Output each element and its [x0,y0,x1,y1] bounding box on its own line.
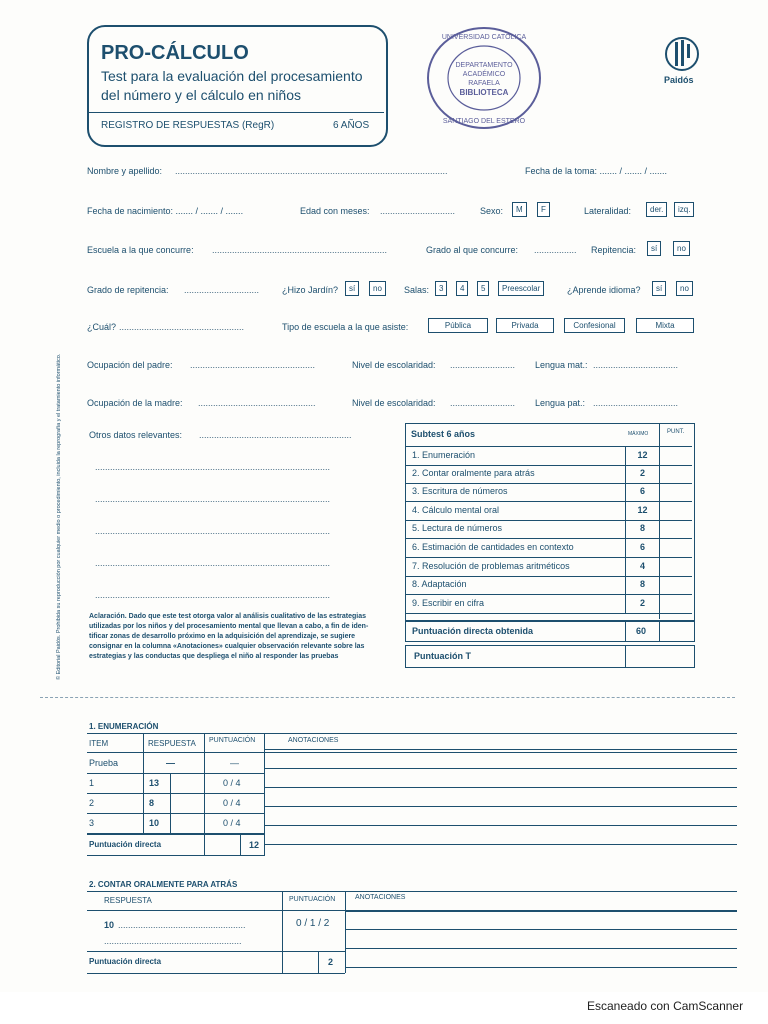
subtest-header: Subtest 6 años [411,429,476,439]
s1-note-line-6[interactable] [264,844,737,845]
clarification-line-4: consignar en la columna «Anotaciones» cualquier observación relevante sobre las [89,643,365,650]
s1-row-score[interactable]: 0 / 4 [223,778,241,788]
subtest-max: 8 [639,523,645,534]
subtest-row [406,465,692,484]
language-label: ¿Aprende idioma? [567,285,641,295]
subtest-label: 6. Estimación de cantidades en contexto [412,542,574,552]
clarification-line-3: tificar zonas de desarrollo próximo en la adquisición del aprendizaje, se sugiere [89,633,356,640]
father-tongue-field[interactable]: .................................. [593,398,679,408]
s2-response-field-1[interactable]: ................................................... [118,920,246,930]
subtest-label: 3. Escritura de números [412,486,508,497]
subtest-label: 1. Enumeración [412,450,476,460]
father-schooling-label: Nivel de escolaridad: [352,360,436,370]
perforation-line [40,697,735,698]
s2-vline-2 [345,891,346,973]
s1-col-score: PUNTUACIÓN [209,737,256,744]
s2-direct-bottom [87,973,345,974]
subtest-col-score: PUNT. [667,429,685,435]
birth-label[interactable]: Fecha de nacimiento: ....... / ....... / ....... [87,206,244,216]
s1-col-notes: ANOTACIONES [288,737,339,744]
s1-row-response: — [166,758,175,768]
school-field[interactable]: ...................................................................... [212,245,388,255]
direct-score-label: Puntuación directa obtenida [412,626,534,636]
s2-direct-max: 2 [328,957,334,967]
s2-col-score: PUNTUACIÓN [289,896,336,903]
s2-row-score[interactable]: 0 / 1 / 2 [296,918,330,929]
other-data-line-3[interactable]: .............................................................................................. [95,494,331,504]
mother-schooling-field[interactable]: .......................... [450,398,516,408]
s1-vline-2 [204,733,205,855]
svg-text:ACADÉMICO: ACADÉMICO [462,71,506,78]
s2-note-line-1 [345,911,737,912]
s1-col-response: RESPUESTA [148,739,196,748]
s1-bottom-line [87,834,265,835]
father-schooling-field[interactable]: .......................... [450,360,516,370]
father-tongue-label: Lengua pat.: [535,398,586,408]
date-taken-label[interactable]: Fecha de la toma: ....... / ....... / ....... [525,166,668,176]
s2-direct-divider [318,951,319,973]
type-private-box[interactable]: Privada [496,318,554,333]
repeat-grade-field[interactable]: .............................. [184,285,260,295]
mother-tongue-field[interactable]: .................................. [593,360,679,370]
s1-col-item: ITEM [89,739,109,748]
direct-score-cell[interactable] [659,623,692,639]
grade-label: Grado al que concurre: [426,245,519,255]
kinder-no-box[interactable]: no [369,281,386,296]
repeat-label: Repitencia: [591,245,637,255]
subtest-row [406,520,692,539]
other-data-line-5[interactable]: .............................................................................................. [95,558,331,568]
s2-bottom-line [87,951,345,952]
s1-row-score[interactable]: 0 / 4 [223,798,241,808]
s2-note-line-4[interactable] [345,967,737,968]
s2-top-line [87,891,737,892]
subtest-row [406,446,692,466]
s2-response-field-2[interactable]: ....................................................... [104,936,242,946]
subtest-row [406,539,692,558]
s1-row-item: 3 [89,818,95,828]
svg-text:DEPARTAMENTO: DEPARTAMENTO [455,62,513,69]
test-title: PRO-CÁLCULO [101,42,249,64]
name-field[interactable]: ............................................................................................................. [175,166,448,176]
title-divider [88,112,384,113]
mother-job-field[interactable]: ............................................... [198,398,316,408]
father-job-field[interactable]: .................................................. [190,360,316,370]
mother-tongue-label: Lengua mat.: [535,360,588,370]
t-score-cell[interactable] [626,647,692,665]
preschool-box[interactable]: Preescolar [498,281,544,296]
language-si-box[interactable]: sí [652,281,666,296]
section2-title: 2. CONTAR ORALMENTE PARA ATRÁS [89,880,238,889]
svg-text:BIBLIOTECA: BIBLIOTECA [459,88,509,97]
library-stamp [424,25,544,131]
subtest-max: 6 [639,542,645,552]
subtest-max: 4 [639,560,645,571]
s1-vline-1 [143,733,144,833]
subtest-max: 8 [639,579,645,590]
s1-row-score[interactable]: — [230,758,239,768]
mother-schooling-label: Nivel de escolaridad: [352,398,436,408]
subtest-row [406,558,692,577]
direct-score-max: 60 [636,626,647,636]
s1-row-item: 1 [89,778,95,788]
svg-text:RAFAELA: RAFAELA [468,80,500,87]
type-public-box[interactable]: Pública [428,318,488,333]
s1-row-response: 10 [149,818,160,828]
other-data-line-6[interactable]: .............................................................................................. [95,590,331,600]
subtest-row [406,483,692,502]
age-months-field[interactable]: .............................. [380,206,456,216]
subtest-label: 5. Lectura de números [412,523,503,534]
sex-f-box[interactable]: F [537,202,550,217]
s1-row-response: 13 [149,778,160,788]
s1-row-line [87,773,265,774]
sex-label: Sexo: [480,206,504,216]
age-months-label: Edad con meses: [300,206,370,216]
s2-vline-1 [282,891,283,973]
record-label: REGISTRO DE RESPUESTAS (RegR) [101,120,275,131]
s1-vline-4 [170,773,171,833]
room-4-box[interactable]: 4 [456,281,468,296]
s2-row-item: 10 [104,920,115,930]
subtest-max: 12 [637,504,648,515]
lat-der-box[interactable]: der. [646,202,667,217]
s1-note-line-5[interactable] [264,825,737,826]
kinder-si-box[interactable]: sí [345,281,359,296]
t-score-label: Puntuación T [414,651,471,661]
subtest-label: 7. Resolución de problemas aritméticos [412,560,570,571]
subtest-row [406,576,692,595]
clarification-line-2: utilizadas por los niños y del procesamiento mental que llevan a cabo, a fin de iden- [89,623,369,630]
sex-m-box[interactable]: M [512,202,527,217]
clarification-line-5: estrategias y las conductas que despliega el niño al responder las pruebas [89,653,339,660]
other-data-line-1[interactable]: ............................................................. [199,430,352,440]
school-label: Escuela a la que concurre: [87,245,194,255]
room-5-box[interactable]: 5 [477,281,489,296]
svg-text:UNIVERSIDAD CATÓLICA: UNIVERSIDAD CATÓLICA [441,34,527,41]
kinder-label: ¿Hizo Jardín? [282,285,339,295]
s1-direct-label: Puntuación directa [89,840,162,849]
subtest-label: 8. Adaptación [412,579,467,590]
language-no-box[interactable]: no [676,281,693,296]
s1-row-line [87,813,265,814]
test-subtitle-1: Test para la evaluación del procesamiento [101,68,363,84]
s1-row-response: 8 [149,798,155,808]
school-type-label: Tipo de escuela a la que asiste: [282,322,409,332]
s1-row-item: Prueba [89,758,119,768]
grade-field[interactable]: ................. [534,245,577,255]
svg-text:SANTIAGO DEL ESTERO: SANTIAGO DEL ESTERO [442,118,526,125]
s1-note-line-1 [264,749,737,750]
subtest-max: 12 [637,450,648,460]
which-field[interactable]: .................................................. [119,322,245,332]
subtest-max: 2 [639,597,645,608]
s1-direct-max: 12 [249,840,260,850]
s2-note-line-2[interactable] [345,929,737,930]
repeat-si-box[interactable]: sí [647,241,661,256]
subtest-row [406,502,692,521]
s2-note-line-3[interactable] [345,948,737,949]
type-mixed-box[interactable]: Mixta [636,318,694,333]
rooms-label: Salas: [404,285,430,295]
subtest-label: 4. Cálculo mental oral [412,504,500,515]
subtest-max: 6 [639,486,645,497]
subtest-label: 2. Contar oralmente para atrás [412,467,535,478]
scanner-watermark: Escaneado con CamScanner [587,999,744,1013]
type-confessional-box[interactable]: Confesional [564,318,625,333]
s1-top-line [87,733,737,734]
s1-direct-bottom [87,855,265,856]
mother-job-label: Ocupación de la madre: [87,398,183,408]
room-3-box[interactable]: 3 [435,281,447,296]
repeat-grade-label: Grado de repitencia: [87,285,169,295]
s1-vline-3 [264,733,265,855]
s2-direct-label: Puntuación directa [89,957,162,966]
subtest-col-max: MÁXIMO [628,431,649,437]
s2-col-response: RESPUESTA [104,896,152,905]
repeat-no-box[interactable]: no [673,241,690,256]
which-label: ¿Cuál? [87,322,117,332]
s1-note-line-4[interactable] [264,806,737,807]
laterality-label: Lateralidad: [584,206,632,216]
copyright-side-note: © Editorial Paidós. Prohibida su reproducción por cualquier medio o procedimiento, incluida la reprografía y el tratamiento informático. [56,353,62,680]
name-label: Nombre y apellido: [87,166,163,176]
subtest-max: 2 [639,467,645,478]
s1-note-line-3[interactable] [264,787,737,788]
other-data-line-2[interactable]: .............................................................................................. [95,462,331,472]
other-data-line-4[interactable]: .............................................................................................. [95,526,331,536]
s1-row-line [87,793,265,794]
paidos-logo-icon [663,36,701,72]
age-label: 6 AÑOS [333,120,370,131]
s1-header-line [87,752,737,753]
subtest-row [406,595,692,614]
publisher-name: Paidós [664,75,694,85]
test-subtitle-2: del número y el cálculo en niños [101,87,302,103]
s1-note-line-2[interactable] [264,768,737,769]
s1-row-item: 2 [89,798,95,808]
clarification-line-1: Aclaración. Dado que este test otorga valor al análisis cualitativo de las estrategias [89,613,366,620]
lat-izq-box[interactable]: izq. [674,202,694,217]
section1-title: 1. ENUMERACIÓN [89,722,159,731]
father-job-label: Ocupación del padre: [87,360,173,370]
subtest-label: 9. Escribir en cifra [412,597,485,608]
s1-row-score[interactable]: 0 / 4 [223,818,241,828]
s1-direct-divider [240,834,241,855]
other-data-label: Otros datos relevantes: [89,430,183,440]
s2-col-notes: ANOTACIONES [355,894,406,901]
